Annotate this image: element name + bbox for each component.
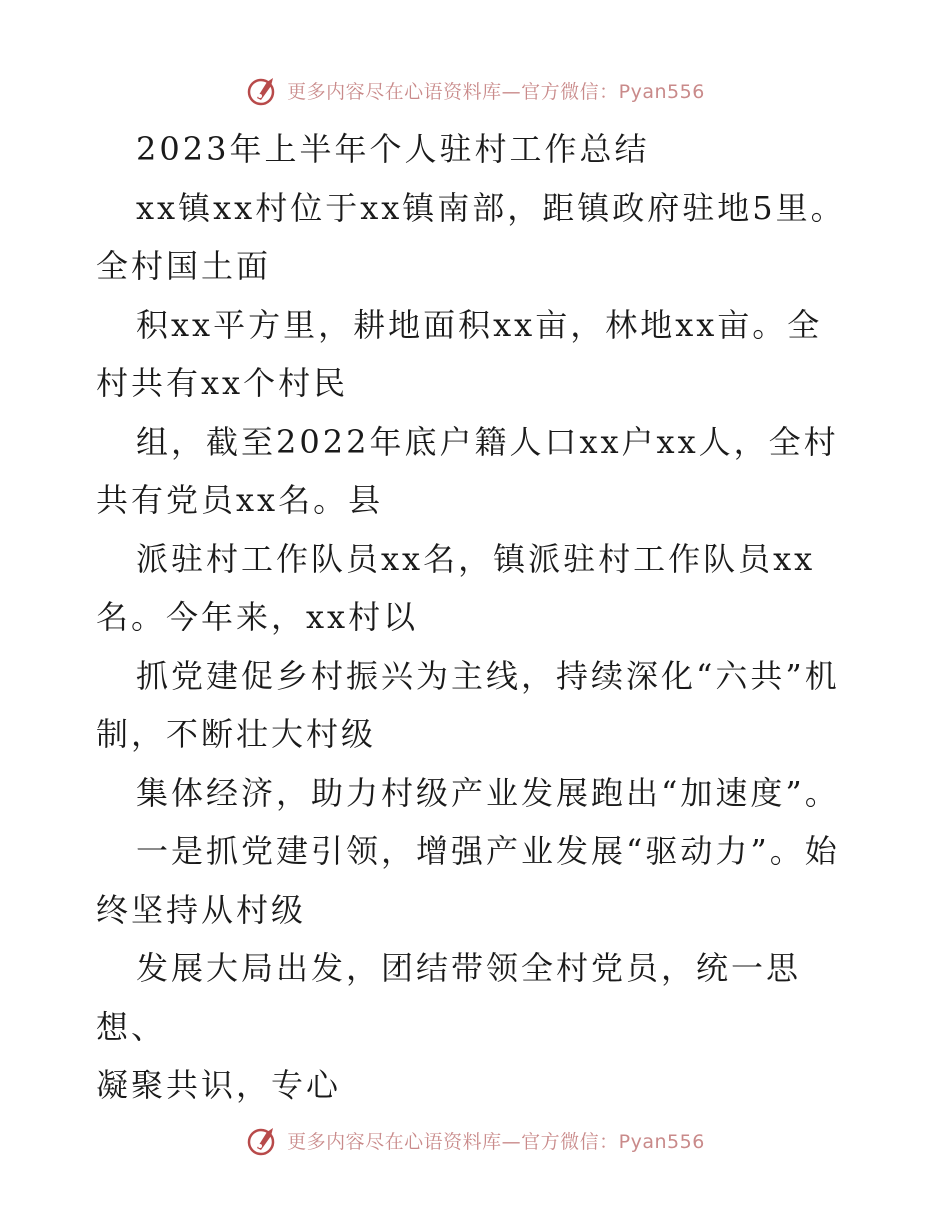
paragraph-7: 一是抓党建引领，增强产业发展“驱动力”。始 终坚持从村级	[96, 832, 840, 929]
paragraph-1: xx镇xx村位于xx镇南部，距镇政府驻地5里。 全村国土面	[96, 188, 846, 285]
watermark-text: 更多内容尽在心语资料库—官方微信：Pyan556	[287, 1130, 705, 1153]
paragraph-4: 派驻村工作队员xx名，镇派驻村工作队员xx 名。今年来，xx村以	[96, 539, 816, 636]
document-title: 2023年上半年个人驻村工作总结	[136, 130, 650, 168]
header-watermark	[0, 70, 950, 110]
footer-watermark	[0, 1120, 950, 1160]
watermark-text: 更多内容尽在心语资料库—官方微信：Pyan556	[287, 80, 705, 103]
paragraph-8: 发展大局出发，团结带领全村党员，统一思想、 凝聚共识，专心	[96, 949, 802, 1104]
pen-nib-logo-icon	[245, 72, 281, 108]
paragraph-3: 组，截至2022年底户籍人口xx户xx人，全村 共有党员xx名。县	[96, 422, 839, 519]
paragraph-6: 集体经济，助力村级产业发展跑出“加速度”。	[136, 773, 840, 812]
document-body	[96, 120, 856, 1115]
pen-nib-logo-icon	[245, 1122, 281, 1158]
paragraph-5: 抓党建促乡村振兴为主线，持续深化“六共”机 制，不断壮大村级	[96, 656, 840, 753]
paragraph-2: 积xx平方里，耕地面积xx亩，林地xx亩。全 村共有xx个村民	[96, 305, 823, 402]
